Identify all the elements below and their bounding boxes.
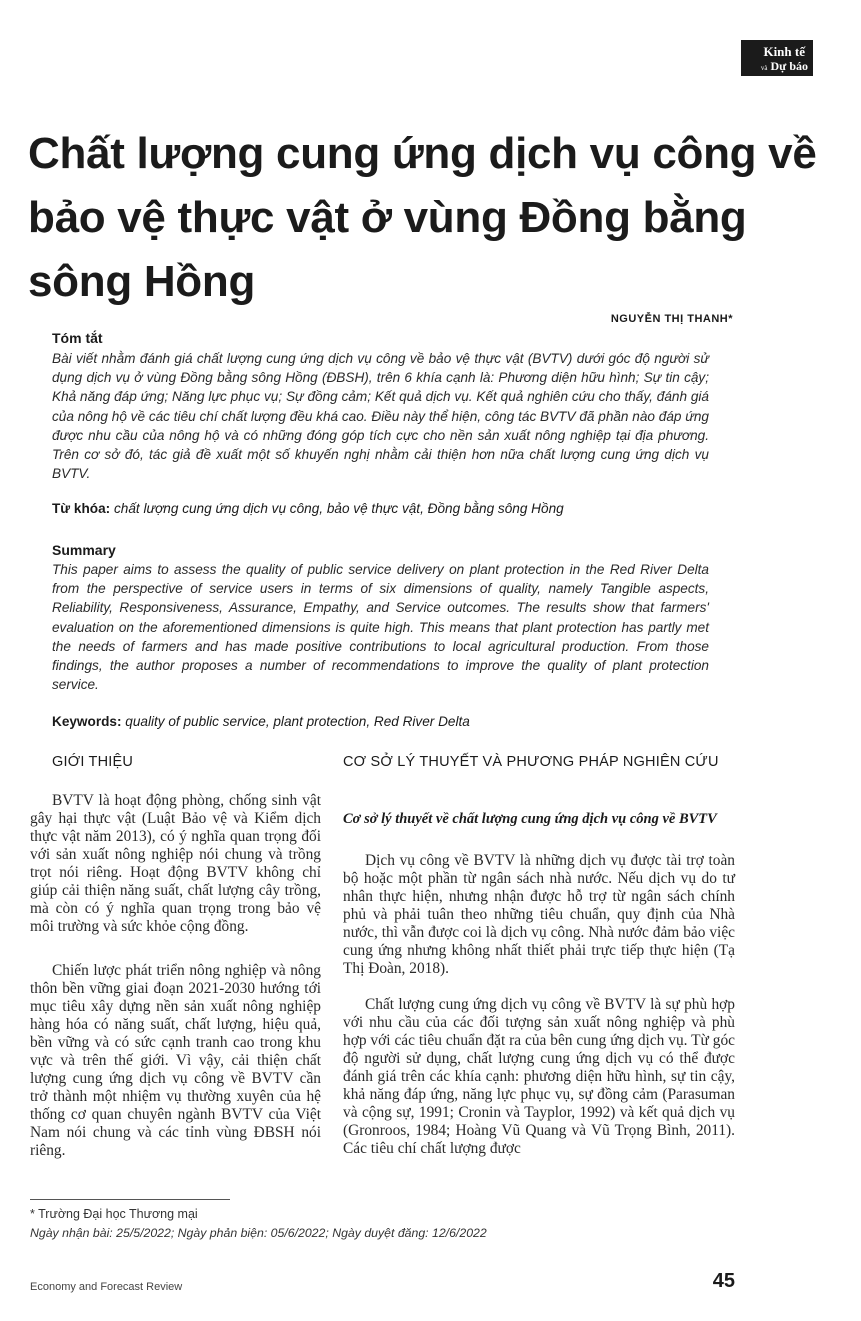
theory-heading: CƠ SỞ LÝ THUYẾT VÀ PHƯƠNG PHÁP NGHIÊN CỨU bbox=[343, 754, 719, 770]
keywords-vi bbox=[52, 501, 722, 516]
article-title: Chất lượng cung ứng dịch vụ công về bảo vệ thực vật ở vùng Đồng bằng sông Hồng bbox=[28, 129, 817, 306]
logo-small: và bbox=[760, 64, 768, 72]
journal-logo bbox=[741, 40, 813, 76]
abstract-vi-text: Bài viết nhằm đánh giá chất lượng cung ứng dịch vụ công về bảo vệ thực vật (BVTV) dưới góc độ người sử dụng dịch vụ ở vùng Đồng bằng sông Hồng (ĐBSH), trên 6 khía cạnh là: Phương diện hữu hình; Sự tin cậy; Khả năng đáp ứng; Năng lực phục vụ; Sự đồng cảm; Kết quả dịch vụ. Kết quả nghiên cứu cho thấy, đánh giá của nông hộ về các tiêu chí chất lượng đều khá cao. Điều này thể hiện, công tác BVTV đã phần nào đáp ứng được nhu cầu của nông hộ và có những đóng góp tích cực cho nền sản xuất nông nghiệp tại địa phương. Trên cơ sở đó, tác giả đề xuất một số khuyến nghị nhằm cải thiện hơn nữa chất lượng cung ứng dịch vụ BVTV. bbox=[52, 351, 709, 482]
author-name: NGUYỄN THỊ THANH* bbox=[610, 313, 733, 325]
keywords-vi-text: chất lượng cung ứng dịch vụ công, bảo vệ thực vật, Đồng bằng sông Hồng bbox=[113, 501, 564, 516]
intro-paragraph-1: BVTV là hoạt động phòng, chống sinh vật gây hại thực vật (Luật Bảo vệ và Kiểm dịch thực vật năm 2013), có ý nghĩa quan trọng đối với sản xuất nông nghiệp nói chung và trồng trọt nói riêng. Hoạt động BVTV không chỉ giúp cải thiện năng suất, chất lượng cây trồng, mà còn có ý nghĩa quan trọng trong bảo vệ môi trường và sức khỏe cộng đồng. bbox=[30, 792, 321, 935]
logo-line1: Kinh tế bbox=[763, 44, 805, 59]
journal-name: Economy and Forecast Review bbox=[30, 1281, 183, 1293]
footnote-affiliation: * Trường Đại học Thương mại bbox=[30, 1207, 198, 1221]
page-number: 45 bbox=[712, 1270, 735, 1292]
abstract-en-text: This paper aims to assess the quality of public service delivery on plant protection in the Red River Delta from the perspective of service users in terms of six dimensions of quality, namely Tangible aspects, Reliability, Responsiveness, Assurance, Empathy, and Service outcomes. The results show that farmers' evaluation on the aforementioned dimensions is quite high. This means that plant protection has partly met the needs of farmers and has made positive contributions to local agricultural production. From those findings, the author proposes a number of recommendations to improve the quality of plant protection service. bbox=[52, 562, 709, 693]
keywords-vi-label: Từ khóa: bbox=[52, 501, 111, 516]
logo-line2-text: Dự báo bbox=[770, 59, 808, 73]
theory-paragraph-1: Dịch vụ công về BVTV là những dịch vụ được tài trợ toàn bộ hoặc một phần từ ngân sách nhà nước. Nếu dịch vụ do tư nhân thực hiện, nhưng nhận được hỗ trợ từ ngân sách chính phủ và phải tuân theo những tiêu chuẩn, quy định của Nhà nước, thì vẫn được coi là dịch vụ công. Nhà nước đảm bảo việc cung ứng nhưng không nhất thiết phải trực tiếp thực hiện (Tạ Thị Đoàn, 2018). bbox=[343, 852, 735, 977]
abstract-vi-heading: Tóm tắt bbox=[52, 330, 103, 346]
intro-heading: GIỚI THIỆU bbox=[52, 754, 134, 770]
keywords-en-label: Keywords: bbox=[52, 714, 122, 729]
logo-line2 bbox=[761, 60, 808, 72]
theory-subheading: Cơ sở lý thuyết về chất lượng cung ứng dịch vụ công về BVTV bbox=[343, 811, 717, 827]
abstract-en-heading: Summary bbox=[52, 542, 116, 558]
intro-paragraph-2: Chiến lược phát triển nông nghiệp và nông thôn bền vững giai đoạn 2021-2030 hướng tới mục tiêu xây dựng nền sản xuất nông nghiệp hàng hóa có năng suất, chất lượng, hiệu quả, bền vững và có sức cạnh tranh cao trong khu vực và trên thế giới. Vì vậy, cải thiện chất lượng cung ứng dịch vụ công về BVTV cần trở thành một nhiệm vụ thường xuyên của hệ thống cơ quan chuyên ngành BVTV của Việt Nam nói chung và các tỉnh vùng ĐBSH nói riêng. bbox=[30, 962, 321, 1159]
footnote-dates: Ngày nhận bài: 25/5/2022; Ngày phản biện: 05/6/2022; Ngày duyệt đăng: 12/6/2022 bbox=[30, 1226, 487, 1240]
keywords-en-text: quality of public service, plant protection, Red River Delta bbox=[125, 714, 470, 729]
footnote-divider bbox=[30, 1199, 230, 1200]
keywords-en bbox=[52, 714, 722, 729]
theory-paragraph-2: Chất lượng cung ứng dịch vụ công về BVTV là sự phù hợp với nhu cầu của các đối tượng sản xuất nông nghiệp và phù hợp với các tiêu chuẩn đặt ra của bên cung ứng dịch vụ. Từ góc độ người sử dụng, chất lượng cung ứng dịch vụ có thể được đánh giá trên các khía cạnh: phương diện hữu hình, sự tin cậy, khả năng đáp ứng, năng lực phục vụ, sự đồng cảm (Parasuman và cộng sự, 1991; Cronin và Tayplor, 1992) và kết quả dịch vụ (Gronroos, 1984; Hoàng Vũ Quang và Vũ Trọng Bình, 2011). Các tiêu chí chất lượng được bbox=[343, 996, 735, 1157]
